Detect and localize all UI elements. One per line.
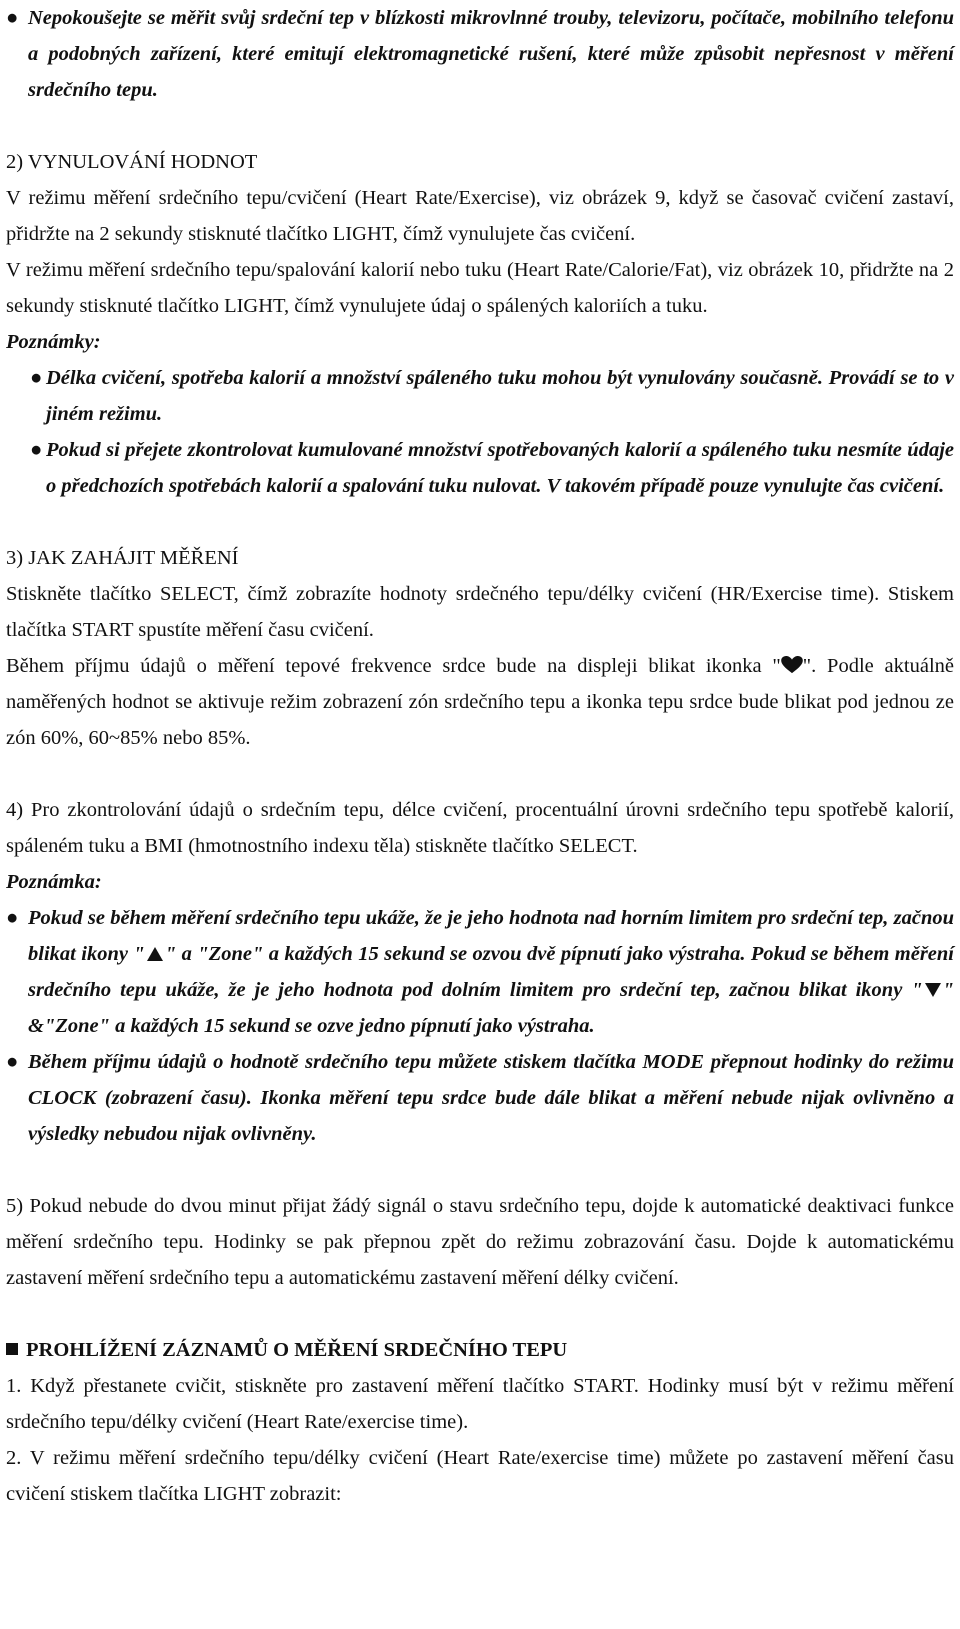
spacer [6,1296,954,1332]
check-note-1-part-a: Pokud se během měření srdečního tepu ukáže, že je jeho hodnota nad horním limitem pro srdeční tep, začnou blikat ikony " [28,907,954,965]
records-item-2: 2. V režimu měření srdečního tepu/délky cvičení (Heart Rate/exercise time) můžete po zastavení měření času cvičení stiskem tlačítka LIGHT zobrazit: [6,1447,954,1505]
records-item-1: 1. Když přestanete cvičit, stiskněte pro zastavení měření tlačítko START. Hodinky musí být v režimu měření srdečního tepu/délky cvičení (Heart Rate/exercise time). [6,1375,954,1433]
bullet-marker: ● [30,367,43,389]
reset-note-text-1: Délka cvičení, spotřeba kalorií a množství spáleného tuku mohou být vynulovány současně. Provádí se to v jiném režimu. [46,367,954,425]
start-paragraph-1: Stiskněte tlačítko SELECT, čímž zobrazíte hodnoty srdečného tepu/délky cvičení (HR/Exercise time). Stiskem tlačítka START spustíte měření času cvičení. [6,583,954,641]
records-heading [6,1332,954,1368]
check-note-text-2: Během příjmu údajů o hodnotě srdečního tepu můžete stiskem tlačítka MODE přepnout hodinky do režimu CLOCK (zobrazení času). Ikonka měření tepu srdce bude dále blikat a měření nebude nijak ovlivněno a výsledky nebudou nijak ovlivněny. [28,1051,954,1145]
bullet-marker: ● [6,907,19,929]
triangle-up-icon [147,947,163,961]
start-paragraph-2-after: ". Podle aktuálně naměřených hodnot se aktivuje režim zobrazení zón srdečního tepu a ikonka tepu srdce bude blikat pod jednou ze zón 60%, 60~85% nebo 85%. [6,655,954,749]
reset-paragraph-1: V režimu měření srdečního tepu/cvičení (Heart Rate/Exercise), viz obrázek 9, když se časovač cvičení zastaví, přidržte na 2 sekundy stisknuté tlačítko LIGHT, čímž vynulujete čas cvičení. [6,187,954,245]
check-note-item [6,900,954,1044]
check-note-label: Poznámka: [6,871,102,893]
bullet-marker: ● [6,1051,19,1073]
check-note-item [6,1044,954,1152]
square-bullet-icon [6,1343,18,1355]
spacer [6,756,954,792]
triangle-down-icon [925,983,941,997]
spacer [6,108,954,144]
reset-note-item [6,432,954,504]
bullet-marker: ● [30,439,43,461]
spacer [6,1152,954,1188]
check-note-1-part-b: " a "Zone" a každých 15 sekund se ozvou dvě pípnutí jako výstraha. Pokud se během měření srdečního tepu ukáže, že je jeho hodnota pod dolním limitem pro srdeční tep, začnou blikat ikony " [28,943,954,1001]
check-paragraph: 4) Pro zkontrolování údajů o srdečním tepu, délce cvičení, procentuální úrovni srdečního tepu spotřebě kalorií, spáleném tuku a BMI (hmotnostního indexu těla) stiskněte tlačítko SELECT. [6,799,954,857]
start-paragraph-2 [6,648,954,756]
intro-warning-item [6,0,954,108]
reset-note-item [6,360,954,432]
reset-paragraph-2: V režimu měření srdečního tepu/spalování kalorií nebo tuku (Heart Rate/Calorie/Fat), viz obrázek 10, přidržte na 2 sekundy stisknuté tlačítko LIGHT, čímž vynulujete údaj o spálených kaloriích a tuku. [6,259,954,317]
spacer [6,504,954,540]
heart-icon [781,656,803,674]
check-note-1-part-c: " &"Zone" a každých 15 sekund se ozve jedno pípnutí jako výstraha. [28,979,954,1037]
auto-off-paragraph: 5) Pokud nebude do dvou minut přijat žádý signál o stavu srdečního tepu, dojde k automatické deaktivaci funkce měření srdečního tepu. Hodinky se pak přepnou zpět do režimu zobrazování času. Dojde k automatickému zastavení měření srdečního tepu a automatickému zastavení měření délky cvičení. [6,1195,954,1289]
start-paragraph-2-before: Během příjmu údajů o měření tepové frekvence srdce bude na displeji blikat ikonka " [6,655,781,677]
intro-warning-text: Nepokoušejte se měřit svůj srdeční tep v blízkosti mikrovlnné trouby, televizoru, počítače, mobilního telefonu a podobných zařízení, které emitují elektromagnetické rušení, které může způsobit nepřesnost v měření srdečního tepu. [28,7,954,101]
check-note-text-1 [28,900,954,1044]
reset-note-text-2: Pokud si přejete zkontrolovat kumulované množství spotřebovaných kalorií a spáleného tuku nesmíte údaje o předchozích spotřebách kalorií a spalování tuku nulovat. V takovém případě pouze vynulujte čas cvičení. [46,439,954,497]
bullet-marker: ● [6,7,19,29]
records-heading-text: PROHLÍŽENÍ ZÁZNAMŮ O MĚŘENÍ SRDEČNÍHO TEPU [26,1339,568,1361]
start-heading: 3) JAK ZAHÁJIT MĚŘENÍ [6,547,239,569]
reset-heading: 2) VYNULOVÁNÍ HODNOT [6,151,258,173]
reset-notes-label: Poznámky: [6,331,101,353]
